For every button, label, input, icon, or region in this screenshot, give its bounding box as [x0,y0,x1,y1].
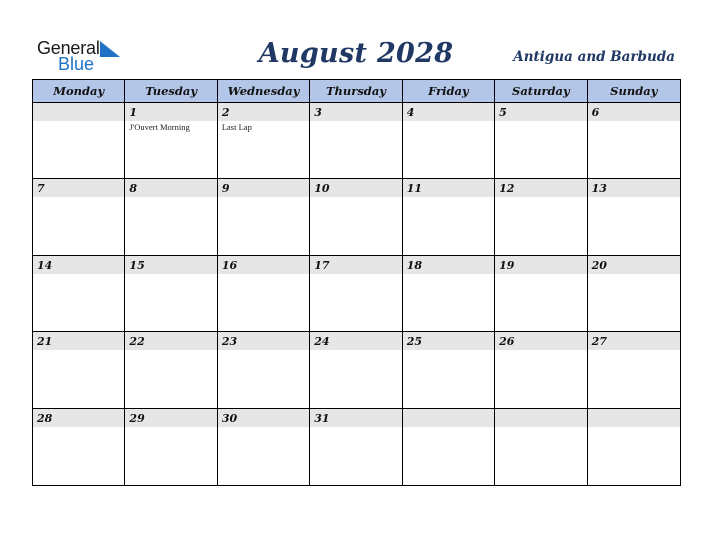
holiday-label: J'Ouvert Morning [129,122,190,132]
country-name: Antigua and Barbuda [513,49,675,65]
holiday-label [403,350,494,351]
holiday-label [33,350,124,351]
day-number: 23 [218,332,309,350]
holiday-label [588,274,680,275]
holiday-label [495,197,586,198]
holiday-label [403,121,494,122]
day-cell [33,256,125,332]
day-cell [588,103,680,179]
day-cell [495,256,587,332]
weekday-header: Wednesday [218,80,310,103]
day-cell [495,409,587,485]
holiday-label [33,427,124,428]
holiday-label [588,427,680,428]
day-number: 9 [218,179,309,197]
day-number: 4 [403,103,494,121]
day-number: 19 [495,256,586,274]
day-cell [588,332,680,408]
day-number: 20 [588,256,680,274]
day-cell [495,332,587,408]
holiday-label [125,427,216,428]
day-number: 15 [125,256,216,274]
holiday-label [218,427,309,428]
day-number: 11 [403,179,494,197]
day-number: 24 [310,332,401,350]
holiday-label [218,197,309,198]
weekday-header: Monday [33,80,125,103]
logo-text-general: General [37,38,100,58]
day-cell [403,409,495,485]
holiday-label [33,274,124,275]
holiday-label [125,350,216,351]
holiday-label [495,427,586,428]
day-number: 25 [403,332,494,350]
day-cell [218,103,310,179]
day-number: 21 [33,332,124,350]
calendar-title: August 2028 [258,38,454,69]
holiday-label [495,274,586,275]
day-number: 26 [495,332,586,350]
day-cell [310,103,402,179]
day-cell [125,103,217,179]
day-number: 12 [495,179,586,197]
day-number: 16 [218,256,309,274]
day-number [33,103,124,121]
holiday-label [310,121,401,122]
day-cell [33,103,125,179]
day-number: 2 [218,103,309,121]
holiday-label [310,274,401,275]
day-cell [33,409,125,485]
day-cell [403,256,495,332]
holiday-label [33,121,124,122]
day-number: 7 [33,179,124,197]
day-cell [403,103,495,179]
holiday-label: Last Lap [221,122,252,132]
day-cell [588,256,680,332]
holiday-label [125,274,216,275]
day-cell [588,409,680,485]
holiday-label [588,121,680,122]
logo-text-blue: Blue [58,54,95,74]
day-number: 31 [310,409,401,427]
holiday-label [588,197,680,198]
holiday-label [33,197,124,198]
holiday-label [218,274,309,275]
day-cell [495,103,587,179]
holiday-label [495,350,586,351]
day-cell [310,332,402,408]
day-number: 17 [310,256,401,274]
day-cell [33,332,125,408]
day-number: 29 [125,409,216,427]
day-cell [310,409,402,485]
day-number [403,409,494,427]
holiday-label [403,197,494,198]
day-cell [310,256,402,332]
day-number: 3 [310,103,401,121]
day-cell [310,179,402,255]
day-cell [125,179,217,255]
holiday-label [125,197,216,198]
day-cell [495,179,587,255]
holiday-label [218,350,309,351]
day-cell [33,179,125,255]
day-number: 28 [33,409,124,427]
holiday-label [310,427,401,428]
day-number: 8 [125,179,216,197]
weekday-header: Thursday [310,80,402,103]
day-number [588,409,680,427]
day-number: 14 [33,256,124,274]
holiday-label [588,350,680,351]
day-number: 1 [125,103,216,121]
day-cell [403,179,495,255]
day-number: 10 [310,179,401,197]
holiday-label [310,350,401,351]
day-number: 30 [218,409,309,427]
day-number: 27 [588,332,680,350]
day-cell [218,332,310,408]
day-cell [588,179,680,255]
weekday-header: Sunday [588,80,680,103]
calendar-grid [32,79,681,486]
day-number: 5 [495,103,586,121]
day-number [495,409,586,427]
day-cell [125,332,217,408]
day-number: 22 [125,332,216,350]
weekday-header: Tuesday [125,80,217,103]
day-cell [218,409,310,485]
holiday-label [310,197,401,198]
day-cell [218,179,310,255]
holiday-label [495,121,586,122]
day-cell [125,256,217,332]
weekday-header: Saturday [495,80,587,103]
day-number: 6 [588,103,680,121]
day-number: 18 [403,256,494,274]
day-number: 13 [588,179,680,197]
holiday-label [403,427,494,428]
weekday-header: Friday [403,80,495,103]
day-cell [403,332,495,408]
day-cell [125,409,217,485]
day-cell [218,256,310,332]
holiday-label [403,274,494,275]
